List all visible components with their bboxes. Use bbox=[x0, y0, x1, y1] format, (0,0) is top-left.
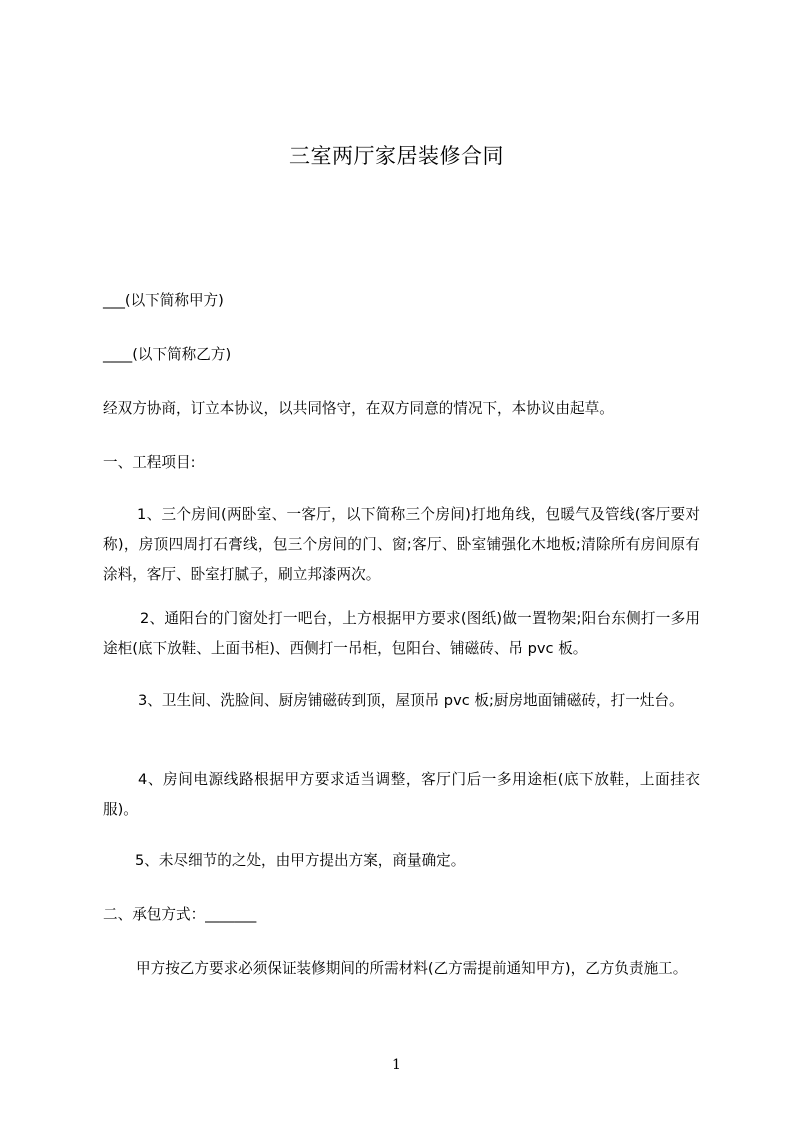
project-item-1: 1、三个房间(两卧室、一客厅，以下简称三个房间)打地角线，包暖气及管线(客厅要对称)，房顶四周打石膏线，包三个房间的门、窗;客厅、卧室铺强化木地板;清除所有房间原有涂料，客厅、卧室打腻子，刷立邦漆两次。 bbox=[103, 506, 700, 583]
section-2-heading: 二、承包方式：_______ bbox=[103, 906, 257, 923]
party-b-line: ____(以下简称乙方) bbox=[103, 346, 232, 363]
document-title: 三室两厅家居装修合同 bbox=[289, 144, 504, 168]
section-1-heading: 一、工程项目: bbox=[103, 454, 196, 471]
project-item-5: 5、未尽细节的之处，由甲方提出方案，商量确定。 bbox=[135, 852, 466, 869]
project-item-4: 4、房间电源线路根据甲方要求适当调整，客厅门后一多用途柜(底下放鞋，上面挂衣服)。 bbox=[103, 771, 700, 818]
section-2-body: 甲方按乙方要求必须保证装修期间的所需材料(乙方需提前通知甲方)，乙方负责施工。 bbox=[136, 960, 688, 977]
project-item-3: 3、卫生间、洗脸间、厨房铺磁砖到顶，屋顶吊 pvc 板;厨房地面铺磁砖，打一灶台。 bbox=[138, 692, 684, 709]
page-number: 1 bbox=[392, 1057, 401, 1073]
project-item-2: 2、通阳台的门窗处打一吧台，上方根据甲方要求(图纸)做一置物架;阳台东侧打一多用途柜(底下放鞋、上面书柜)、西侧打一吊柜，包阳台、铺磁砖、吊 pvc 板。 bbox=[103, 610, 700, 657]
party-a-line: ___(以下简称甲方) bbox=[103, 292, 224, 309]
intro-paragraph: 经双方协商，订立本协议，以共同恪守，在双方同意的情况下，本协议由起草。 bbox=[103, 400, 614, 417]
